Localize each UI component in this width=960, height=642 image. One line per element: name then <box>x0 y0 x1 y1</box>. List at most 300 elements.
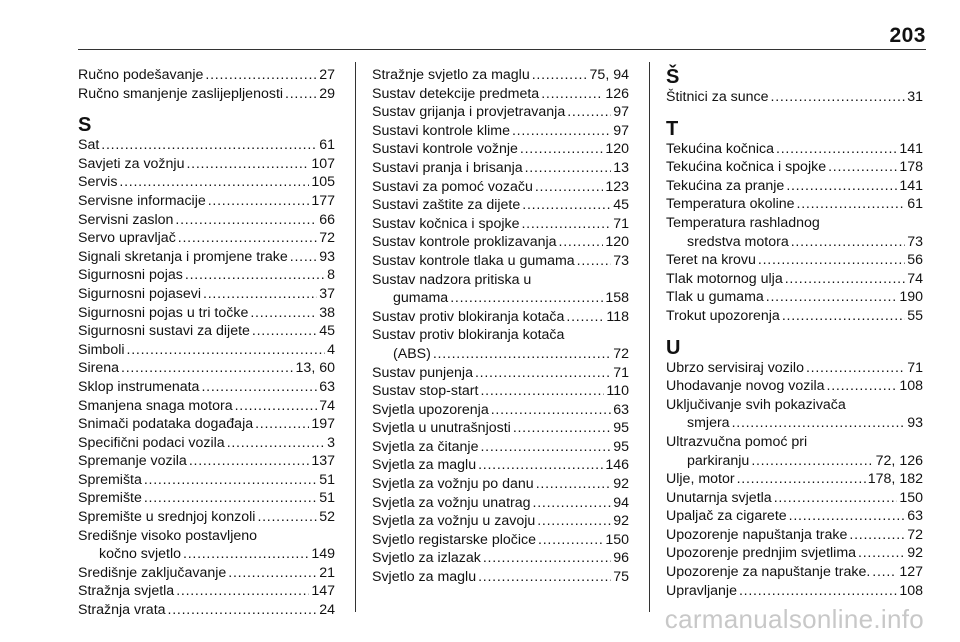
index-entry-term: Tlak u gumama <box>666 289 764 306</box>
dot-leader <box>776 140 897 159</box>
index-entry <box>666 88 923 107</box>
dot-leader <box>785 270 906 289</box>
index-entry <box>372 122 629 141</box>
dot-leader <box>520 140 603 159</box>
index-entry-page: 178, 182 <box>867 471 923 488</box>
index-entry-term: Sustavi pranja i brisanja <box>372 159 523 176</box>
index-entry <box>372 456 629 475</box>
index-entry <box>666 270 923 289</box>
dot-leader <box>119 173 309 192</box>
index-entry-page: 72 <box>907 526 923 543</box>
index-entry-term: Temperatura okoline <box>666 196 795 213</box>
index-entry <box>372 140 629 159</box>
dot-leader <box>189 452 310 471</box>
index-entry <box>78 304 335 323</box>
dot-leader <box>255 415 309 434</box>
index-entry <box>666 396 923 433</box>
index-entry-page: 137 <box>311 453 335 470</box>
index-entry-page: 110 <box>606 383 629 400</box>
dot-leader <box>483 549 611 568</box>
index-entry-page: 21 <box>319 564 335 581</box>
index-entry-page: 38 <box>319 304 335 321</box>
index-entry-page: 107 <box>311 155 335 172</box>
dot-leader <box>185 266 325 285</box>
index-entry <box>666 214 923 251</box>
index-entry <box>372 159 629 178</box>
dot-leader <box>250 304 317 323</box>
column-divider-2 <box>649 62 650 612</box>
index-entry-page: 51 <box>319 490 335 507</box>
index-entry <box>78 341 335 360</box>
index-entry-term: Svjetla u unutrašnjosti <box>372 420 511 437</box>
dot-leader <box>525 159 612 178</box>
dot-leader <box>737 470 866 489</box>
dot-leader <box>201 378 317 397</box>
index-entry-page: 45 <box>613 197 629 214</box>
index-entry-term: Servisne informacije <box>78 192 206 209</box>
index-entry <box>666 195 923 214</box>
dot-leader <box>566 308 604 327</box>
index-entry-term: Uhodavanje novog vozila <box>666 378 825 395</box>
dot-leader <box>257 508 317 527</box>
index-entry-page: 93 <box>319 248 335 265</box>
index-letter-heading: S <box>78 114 92 137</box>
index-entry-term: Ručno smanjenje zaslijepljenosti <box>78 85 284 102</box>
dot-leader <box>121 359 294 378</box>
index-entry-page: 24 <box>319 602 335 619</box>
dot-leader <box>758 251 905 270</box>
index-entry-page: 123 <box>605 178 629 195</box>
dot-leader <box>203 285 317 304</box>
index-entry-term: Upravljanje <box>666 582 737 599</box>
dot-leader <box>101 136 317 155</box>
index-entry-term: Uključivanje svih pokazivača <box>666 396 846 413</box>
index-entry-page: 72 <box>613 345 629 362</box>
dot-leader <box>512 122 611 141</box>
index-entry <box>78 155 335 174</box>
index-entry-page: 63 <box>613 401 629 418</box>
index-entry <box>372 215 629 234</box>
index-entry-page: 178 <box>899 159 923 176</box>
index-entry <box>78 452 335 471</box>
index-entry-term: Spremište u srednjoj konzoli <box>78 509 256 526</box>
index-entry-term-continued: sredstva motora <box>687 233 789 250</box>
top-rule <box>78 49 926 50</box>
index-entry-term: Sigurnosni pojasevi <box>78 285 202 302</box>
index-entry <box>666 288 923 307</box>
index-entry-term: Smanjena snaga motora <box>78 397 233 414</box>
dot-leader <box>433 345 611 364</box>
index-entry <box>78 415 335 434</box>
index-entry <box>666 251 923 270</box>
index-entry <box>372 66 629 85</box>
dot-leader <box>144 471 317 490</box>
index-entry <box>666 563 923 582</box>
index-entry <box>666 433 923 470</box>
index-entry-page: 8 <box>327 267 335 284</box>
index-entry-page: 158 <box>605 290 629 307</box>
index-entry-page: 190 <box>899 289 923 306</box>
index-entry-page: 94 <box>613 494 629 511</box>
index-entry-page: 74 <box>907 270 923 287</box>
index-entry-page: 126 <box>605 85 629 102</box>
index-entry-term: Sirena <box>78 360 120 377</box>
index-entry <box>372 233 629 252</box>
index-entry-term: Ulje, motor <box>666 471 735 488</box>
dot-leader <box>791 233 906 252</box>
index-entry-term: Snimači podataka događaja <box>78 416 254 433</box>
index-entry-page: 13, 60 <box>295 360 335 377</box>
dot-leader <box>168 601 318 620</box>
index-entry <box>78 601 335 620</box>
index-entry <box>78 136 335 155</box>
index-entry <box>666 140 923 159</box>
dot-leader <box>290 248 317 267</box>
index-entry-page: 72, 126 <box>875 452 923 469</box>
dot-leader <box>478 568 611 587</box>
index-entry-page: 141 <box>899 177 923 194</box>
index-entry-term: Sigurnosni pojas u tri točke <box>78 304 249 321</box>
index-entry-page: 95 <box>613 438 629 455</box>
index-entry-term: Sustav kontrole proklizavanja <box>372 234 557 251</box>
index-entry-page: 61 <box>907 196 923 213</box>
index-entry <box>78 359 335 378</box>
dot-leader <box>175 211 317 230</box>
index-column-2 <box>372 66 629 587</box>
index-entry-page: 72 <box>319 230 335 247</box>
dot-leader <box>858 544 905 563</box>
index-entry <box>666 526 923 545</box>
index-entry <box>78 322 335 341</box>
index-entry-page: 71 <box>613 364 629 381</box>
index-entry-term: Teret na krovu <box>666 252 756 269</box>
index-entry-term: Tlak motornog ulja <box>666 270 783 287</box>
index-entry <box>78 248 335 267</box>
index-entry-page: 73 <box>613 252 629 269</box>
index-entry-page: 108 <box>899 582 923 599</box>
index-entry <box>372 178 629 197</box>
index-entry-page: 71 <box>613 215 629 232</box>
index-entry <box>372 196 629 215</box>
index-entry <box>666 158 923 177</box>
index-entry-term: Upozorenje prednjim svjetlima <box>666 545 857 562</box>
index-entry-term: Sustav punjenja <box>372 364 473 381</box>
index-entry-page: 97 <box>613 104 629 121</box>
dot-leader <box>478 456 603 475</box>
index-entry-term: Štitnici za sunce <box>666 89 769 105</box>
index-entry-term: Svjetla upozorenja <box>372 401 489 418</box>
watermark: carmanualsonline.info <box>664 604 924 634</box>
dot-leader <box>227 434 325 453</box>
index-entry-term: Servis <box>78 174 118 191</box>
index-entry-term: Sklop instrumenata <box>78 378 200 395</box>
index-entry <box>372 494 629 513</box>
dot-leader <box>538 531 603 550</box>
dot-leader <box>535 178 603 197</box>
index-entry-page: 120 <box>605 141 629 158</box>
index-entry-term: Sustav protiv blokiranja kotača <box>372 308 565 325</box>
index-entry <box>372 512 629 531</box>
index-entry <box>666 489 923 508</box>
index-entry-term: Sustavi zaštite za dijete <box>372 197 521 214</box>
index-entry <box>666 507 923 526</box>
index-entry-page: 61 <box>319 137 335 154</box>
index-entry-page: 45 <box>319 323 335 340</box>
index-entry-page: 71 <box>907 359 923 376</box>
index-entry <box>78 564 335 583</box>
index-entry-term: Ručno podešavanje <box>78 67 204 83</box>
dot-leader <box>533 494 612 513</box>
index-entry <box>78 192 335 211</box>
page-number: 203 <box>889 24 926 47</box>
index-entry-term-continued: gumama <box>393 290 449 307</box>
index-entry-term: Spremanje vozila <box>78 453 187 470</box>
dot-leader <box>285 85 317 104</box>
index-entry-term: Svjetla za vožnju po danu <box>372 476 534 493</box>
dot-leader <box>491 401 611 420</box>
dot-leader <box>849 526 905 545</box>
index-entry-page: 56 <box>907 252 923 269</box>
index-letter-heading: Š <box>666 66 680 88</box>
dot-leader <box>766 288 898 307</box>
index-entry-term: Sustavi za pomoć vozaču <box>372 178 533 195</box>
index-entry-term: Sustav nadzora pritiska u <box>372 271 532 288</box>
index-entry-page: 66 <box>319 211 335 228</box>
dot-leader <box>827 377 898 396</box>
index-entry <box>372 531 629 550</box>
index-entry-page: 96 <box>613 550 629 567</box>
index-entry <box>78 434 335 453</box>
index-entry-term: Signali skretanja i promjene trake <box>78 248 288 265</box>
index-entry-page: 93 <box>907 415 923 432</box>
index-entry <box>372 401 629 420</box>
index-entry <box>372 549 629 568</box>
index-entry-page: 55 <box>907 307 923 324</box>
index-entry-term: Stražnja svjetla <box>78 583 175 600</box>
dot-leader <box>774 489 898 508</box>
dot-leader <box>577 252 612 271</box>
index-entry <box>78 66 335 85</box>
index-entry <box>372 252 629 271</box>
dot-leader <box>536 475 612 494</box>
index-entry-term: Tekućina za pranje <box>666 177 785 194</box>
dot-leader <box>771 88 906 107</box>
index-entry <box>372 364 629 383</box>
index-entry-page: 92 <box>613 476 629 493</box>
index-entry-page: 31 <box>907 89 923 105</box>
index-entry <box>372 103 629 122</box>
index-entry-term: Servo upravljač <box>78 230 176 247</box>
index-entry-page: 97 <box>613 122 629 139</box>
index-entry-term: Ubrzo servisiraj vozilo <box>666 359 804 376</box>
index-entry-term: Upaljač za cigarete <box>666 508 787 525</box>
index-entry-term-continued: (ABS) <box>393 345 431 362</box>
index-entry-page: 150 <box>899 489 923 506</box>
index-entry-term: Stražnja vrata <box>78 602 166 619</box>
dot-leader <box>732 414 906 433</box>
index-entry-page: 75, 94 <box>589 67 629 83</box>
dot-leader <box>513 419 611 438</box>
index-entry-term: Spremište <box>78 490 142 507</box>
dot-leader <box>782 307 905 326</box>
index-entry <box>78 211 335 230</box>
index-entry <box>372 271 629 308</box>
index-letter-heading: T <box>666 117 679 140</box>
index-entry-term: Svjetla za maglu <box>372 457 477 474</box>
index-entry-page: 197 <box>311 416 335 433</box>
dot-leader <box>806 359 905 378</box>
index-entry-page: 95 <box>613 420 629 437</box>
dot-leader <box>178 229 317 248</box>
index-entry-term: Svjetla za čitanje <box>372 438 479 455</box>
index-entry <box>666 177 923 196</box>
index-entry-page: 3 <box>327 434 335 451</box>
dot-leader <box>186 155 309 174</box>
index-entry <box>372 308 629 327</box>
index-entry-page: 120 <box>605 234 629 251</box>
index-entry-page: 4 <box>327 341 335 358</box>
dot-leader <box>176 582 309 601</box>
index-entry <box>372 326 629 363</box>
dot-leader <box>228 564 317 583</box>
index-entry-term-continued: parkiranju <box>687 452 750 469</box>
dot-leader <box>450 289 603 308</box>
index-entry-term: Svjetla za vožnju u zavoju <box>372 513 536 530</box>
index-column-3 <box>666 66 923 600</box>
index-entry <box>666 377 923 396</box>
index-entry-page: 149 <box>311 546 335 563</box>
index-entry-term: Servisni zaslon <box>78 211 174 228</box>
index-entry-term: Sat <box>78 137 100 154</box>
index-entry-page: 29 <box>319 85 335 102</box>
dot-leader <box>828 158 897 177</box>
index-entry <box>666 470 923 489</box>
index-entry-term: Stražnje svjetlo za maglu <box>372 67 530 83</box>
dot-leader <box>537 512 611 531</box>
index-entry-term: Središnje zaključavanje <box>78 564 227 581</box>
column-divider-1 <box>355 62 356 612</box>
index-entry-page: 27 <box>319 67 335 83</box>
index-entry <box>666 544 923 563</box>
dot-leader <box>797 195 906 214</box>
index-entry-page: 51 <box>319 471 335 488</box>
dot-leader <box>235 397 318 416</box>
dot-leader <box>786 177 897 196</box>
index-entry <box>78 173 335 192</box>
index-entry <box>78 489 335 508</box>
index-entry-page: 74 <box>319 397 335 414</box>
index-entry-page: 141 <box>899 140 923 157</box>
index-entry-term: Sustav detekcije predmeta <box>372 85 540 102</box>
index-entry-page: 105 <box>311 174 335 191</box>
index-entry <box>78 378 335 397</box>
index-entry <box>372 382 629 401</box>
index-entry <box>78 508 335 527</box>
index-entry-term-continued: kočno svjetlo <box>99 546 182 563</box>
dot-leader <box>521 215 611 234</box>
index-entry-term: Temperatura rashladnog <box>666 214 820 231</box>
dot-leader <box>480 382 604 401</box>
index-entry <box>372 568 629 587</box>
index-entry <box>372 475 629 494</box>
index-entry-term: Simboli <box>78 341 125 358</box>
index-entry-term: Sustav kočnica i spojke <box>372 215 520 232</box>
index-entry-page: 92 <box>613 513 629 530</box>
dot-leader <box>532 66 588 85</box>
index-entry-page: 146 <box>605 457 629 474</box>
index-entry <box>78 527 335 564</box>
dot-leader <box>127 341 326 360</box>
index-entry-page: 177 <box>311 192 335 209</box>
index-entry-term: Savjeti za vožnju <box>78 155 185 172</box>
index-entry-term: Svjetlo za izlazak <box>372 550 481 567</box>
index-letter-heading: U <box>666 336 681 359</box>
index-entry-page: 63 <box>319 378 335 395</box>
dot-leader <box>522 196 611 215</box>
index-entry-term: Upozorenje za napuštanje trake. <box>666 564 871 581</box>
index-entry <box>666 359 923 378</box>
dot-leader <box>872 563 897 582</box>
index-entry-term: Sustav stop-start <box>372 383 479 400</box>
index-entry-term: Tekućina kočnica i spojke <box>666 159 827 176</box>
index-entry-page: 52 <box>319 509 335 526</box>
index-entry <box>78 266 335 285</box>
index-entry <box>372 85 629 104</box>
index-entry <box>372 438 629 457</box>
index-entry-term: Sustav kontrole tlaka u gumama <box>372 252 575 269</box>
index-entry-term: Svjetlo za maglu <box>372 569 477 586</box>
index-entry-term: Ultrazvučna pomoć pri <box>666 433 808 450</box>
index-entry <box>78 85 335 104</box>
index-entry-page: 63 <box>907 508 923 525</box>
dot-leader <box>208 192 310 211</box>
index-entry-term: Trokut upozorenja <box>666 307 780 324</box>
index-entry <box>78 582 335 601</box>
index-entry <box>78 229 335 248</box>
index-entry-page: 108 <box>899 378 923 395</box>
index-entry <box>666 582 923 601</box>
index-entry-term: Sigurnosni pojas <box>78 267 183 284</box>
index-entry-term: Sustavi kontrole klime <box>372 122 510 139</box>
index-entry <box>372 419 629 438</box>
index-entry-term: Specifični podaci vozila <box>78 434 225 451</box>
dot-leader <box>144 489 317 508</box>
index-entry <box>666 307 923 326</box>
index-entry-term-continued: smjera <box>687 415 730 432</box>
index-entry-term: Sigurnosni sustavi za dijete <box>78 323 250 340</box>
index-entry-page: 13 <box>613 159 629 176</box>
index-entry-term: Sustav grijanja i provjetravanja <box>372 104 566 121</box>
dot-leader <box>205 66 317 85</box>
dot-leader <box>751 452 873 471</box>
index-entry-page: 118 <box>606 308 629 325</box>
index-entry-term: Tekućina kočnica <box>666 140 775 157</box>
dot-leader <box>559 233 604 252</box>
dot-leader <box>789 507 906 526</box>
dot-leader <box>567 103 611 122</box>
dot-leader <box>183 545 309 564</box>
index-entry-page: 127 <box>899 564 923 581</box>
index-entry-term: Svjetla za vožnju unatrag <box>372 494 531 511</box>
index-entry-page: 147 <box>311 583 335 600</box>
index-entry-term: Sustavi kontrole vožnje <box>372 141 518 158</box>
dot-leader <box>252 322 317 341</box>
index-column-1 <box>78 66 335 620</box>
index-entry-term: Središnje visoko postavljeno <box>78 527 258 544</box>
index-entry <box>78 285 335 304</box>
index-entry-term: Upozorenje napuštanja trake <box>666 526 848 543</box>
index-entry <box>78 471 335 490</box>
